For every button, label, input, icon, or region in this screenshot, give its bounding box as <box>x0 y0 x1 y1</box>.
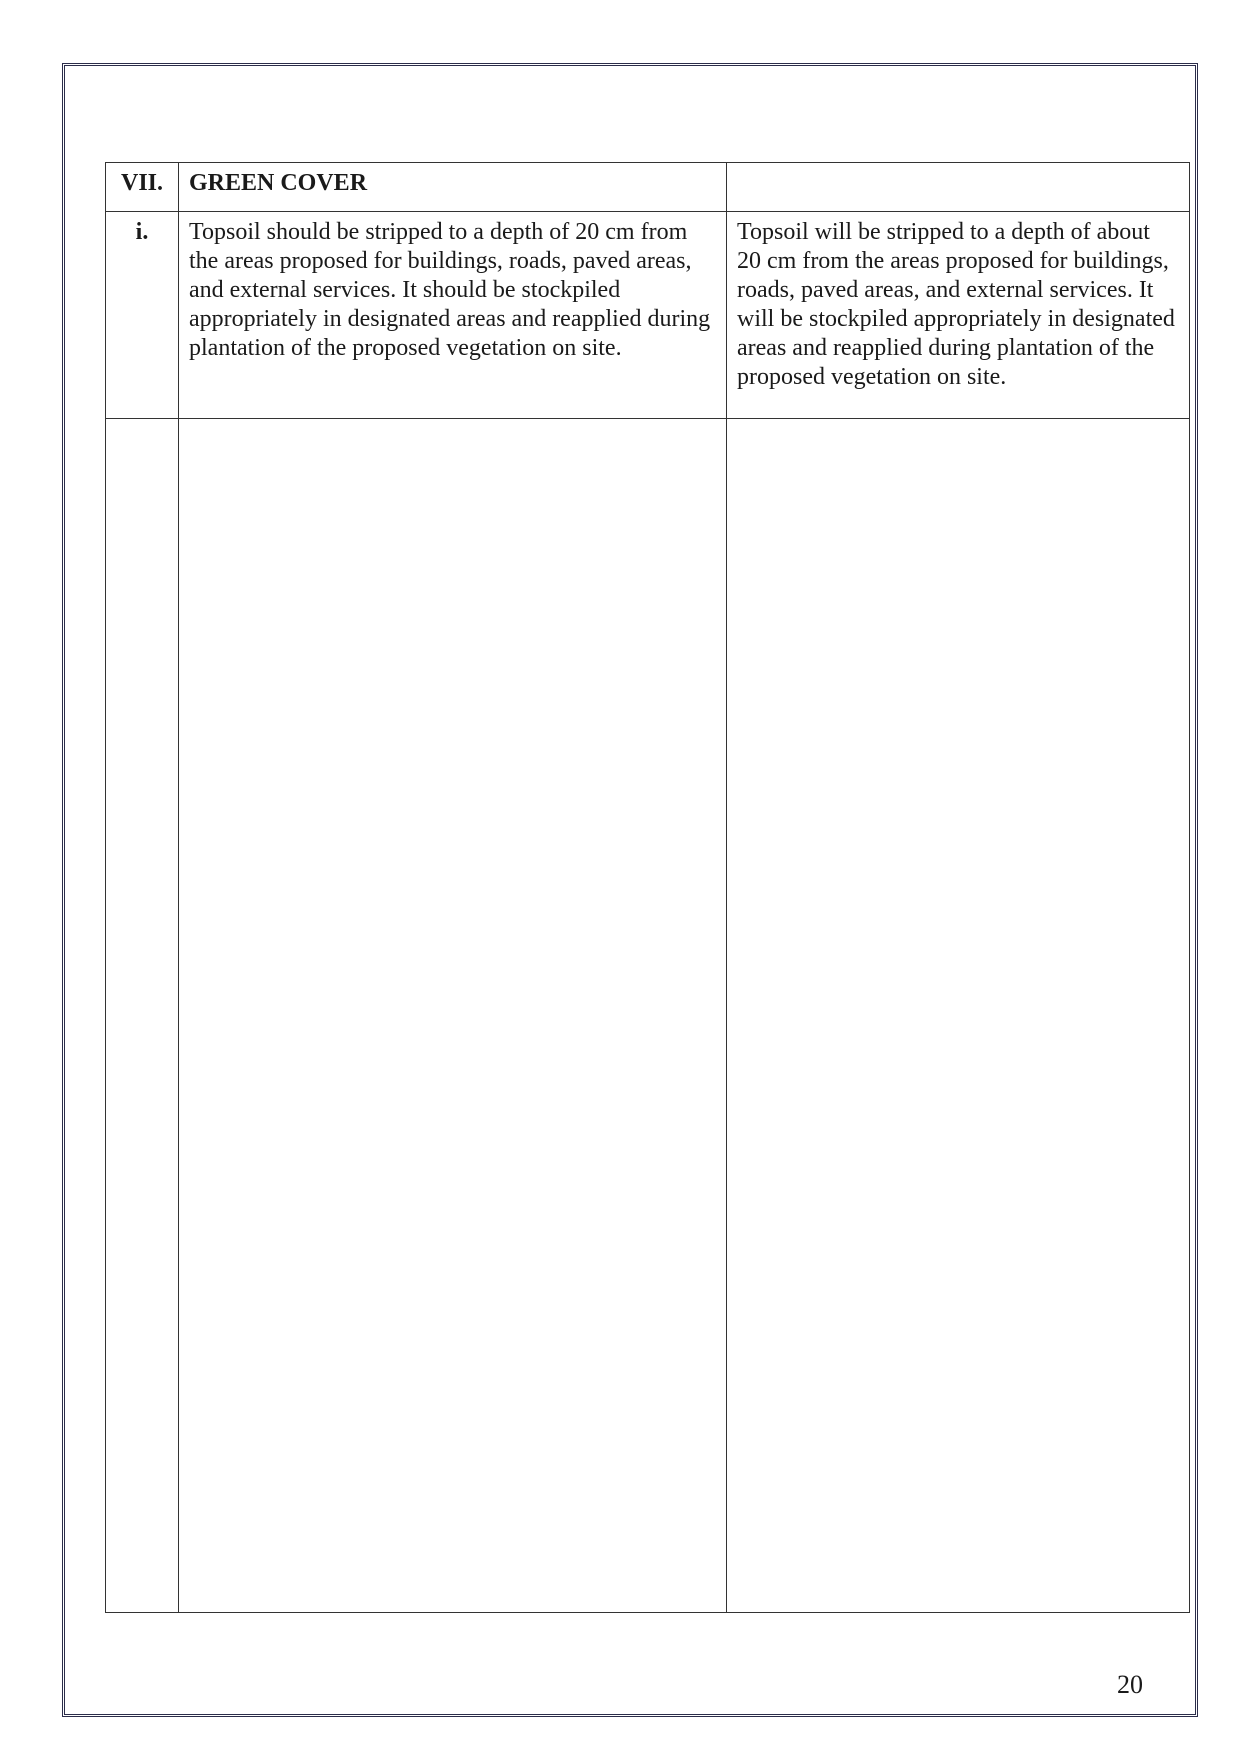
section-response-heading <box>727 163 1190 212</box>
section-number: VII. <box>106 163 179 212</box>
empty-number-cell <box>106 419 179 1613</box>
empty-compliance-cell <box>727 419 1190 1613</box>
page-number: 20 <box>1117 1670 1143 1699</box>
empty-table-row <box>106 419 1190 1613</box>
table-row <box>106 212 1190 419</box>
compliance-text: Topsoil will be stripped to a depth of about 20 cm from the areas proposed for buildings, roads, paved areas, and external services. It will be stockpiled appropriately in designated areas and reapplied during plantation of the proposed vegetation on site. <box>727 212 1190 419</box>
section-title: GREEN COVER <box>179 163 727 212</box>
empty-condition-cell <box>179 419 727 1613</box>
conditions-table <box>105 162 1190 1613</box>
section-header-row <box>106 163 1190 212</box>
condition-text: Topsoil should be stripped to a depth of 20 cm from the areas proposed for buildings, roads, paved areas, and external services. It should be stockpiled appropriately in designated areas and reapplied during plantation of the proposed vegetation on site. <box>179 212 727 419</box>
item-number: i. <box>106 212 179 419</box>
